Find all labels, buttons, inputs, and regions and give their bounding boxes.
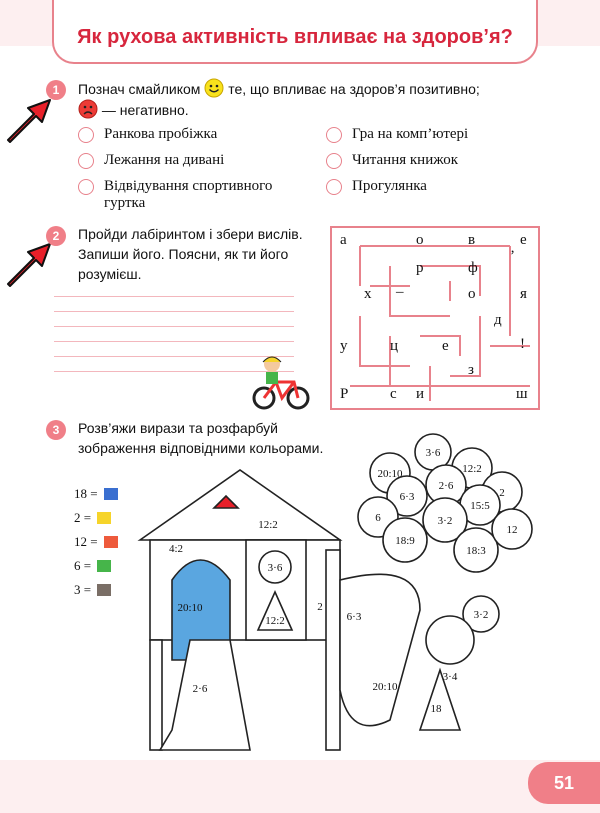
task-number: 1	[46, 80, 66, 100]
svg-text:15:5: 15:5	[470, 500, 490, 512]
maze-letter: з	[468, 362, 474, 378]
legend-row: 2 =	[74, 506, 118, 530]
maze[interactable]	[330, 226, 540, 410]
cyclist-illustration	[250, 352, 312, 415]
maze-letter: д	[494, 312, 502, 328]
maze-letter: а	[340, 232, 347, 248]
svg-text:3·2: 3·2	[473, 609, 489, 621]
svg-text:12:2: 12:2	[462, 463, 482, 475]
svg-text:20:10: 20:10	[377, 468, 403, 480]
maze-letter: –	[396, 284, 404, 300]
page-title: Як рухова активність впливає на здоров’я?	[77, 26, 513, 48]
maze-letter: и	[416, 386, 425, 402]
maze-letter: х	[364, 286, 372, 302]
svg-text:18: 18	[430, 703, 442, 715]
maze-letter: ф	[468, 260, 478, 276]
task-3-text: Розв’яжи вирази та розфарбуй зображення відповідними кольорами.	[78, 420, 324, 456]
option[interactable]: Ранкова пробіжка	[78, 126, 298, 152]
svg-text:12:2: 12:2	[265, 615, 285, 627]
maze-letter: ц	[390, 338, 399, 354]
page-number: 51	[528, 762, 600, 804]
maze-letter: ’	[510, 248, 515, 264]
maze-letter: с	[390, 386, 397, 402]
maze-letter: о	[468, 286, 476, 302]
svg-text:2: 2	[317, 601, 323, 613]
svg-text:6: 6	[375, 512, 381, 524]
svg-text:20:10: 20:10	[372, 681, 398, 693]
svg-text:3·4: 3·4	[442, 671, 458, 683]
sad-icon	[78, 99, 98, 119]
maze-letter: Р	[340, 386, 349, 402]
svg-text:18:3: 18:3	[466, 545, 486, 557]
maze-letter: е	[442, 338, 449, 354]
coloring-picture[interactable]	[120, 430, 540, 760]
option[interactable]: Читання книжок	[326, 152, 546, 178]
svg-text:3·6: 3·6	[267, 562, 283, 574]
maze-letter: р	[416, 260, 424, 276]
svg-text:3·6: 3·6	[425, 447, 441, 459]
maze-letter: ш	[516, 386, 528, 402]
svg-text:2·6: 2·6	[438, 480, 454, 492]
option[interactable]: Відвідування спортивного гуртка	[78, 178, 278, 212]
maze-letter: я	[520, 286, 527, 302]
options-left	[78, 126, 298, 212]
svg-text:2·6: 2·6	[192, 683, 208, 695]
option[interactable]: Прогулянка	[326, 178, 546, 204]
legend-row: 6 =	[74, 554, 118, 578]
maze-letter: в	[468, 232, 476, 248]
svg-text:18:9: 18:9	[395, 535, 415, 547]
svg-text:20:10: 20:10	[177, 602, 203, 614]
bottom-band	[0, 760, 600, 813]
svg-text:6·3: 6·3	[399, 491, 415, 503]
svg-text:12:2: 12:2	[258, 519, 278, 531]
task-2-text: Пройди лабіринтом і збери вислів. Запиши його. Поясни, як ти його розумієш.	[78, 226, 303, 282]
options-right	[326, 126, 546, 204]
legend-row: 3 =	[74, 578, 118, 602]
color-legend	[74, 482, 118, 602]
maze-letter: !	[520, 336, 525, 352]
maze-letter: о	[416, 232, 424, 248]
maze-letter: е	[520, 232, 527, 248]
svg-text:4:2: 4:2	[168, 543, 184, 555]
task-1-text: Познач смайликом те, що впливає на здоров’я позитивно; — негативно.	[78, 78, 548, 120]
svg-text:3·2: 3·2	[437, 515, 453, 527]
legend-row: 18 =	[74, 482, 118, 506]
maze-letter: у	[340, 338, 348, 354]
smile-icon	[204, 78, 224, 98]
legend-row: 12 =	[74, 530, 118, 554]
svg-text:12: 12	[506, 524, 518, 536]
task-number: 2	[46, 226, 66, 246]
option[interactable]: Гра на комп’ютері	[326, 126, 546, 152]
option[interactable]: Лежання на дивані	[78, 152, 298, 178]
svg-text:6·3: 6·3	[346, 611, 362, 623]
task-number: 3	[46, 420, 66, 440]
svg-text:2: 2	[499, 487, 505, 499]
